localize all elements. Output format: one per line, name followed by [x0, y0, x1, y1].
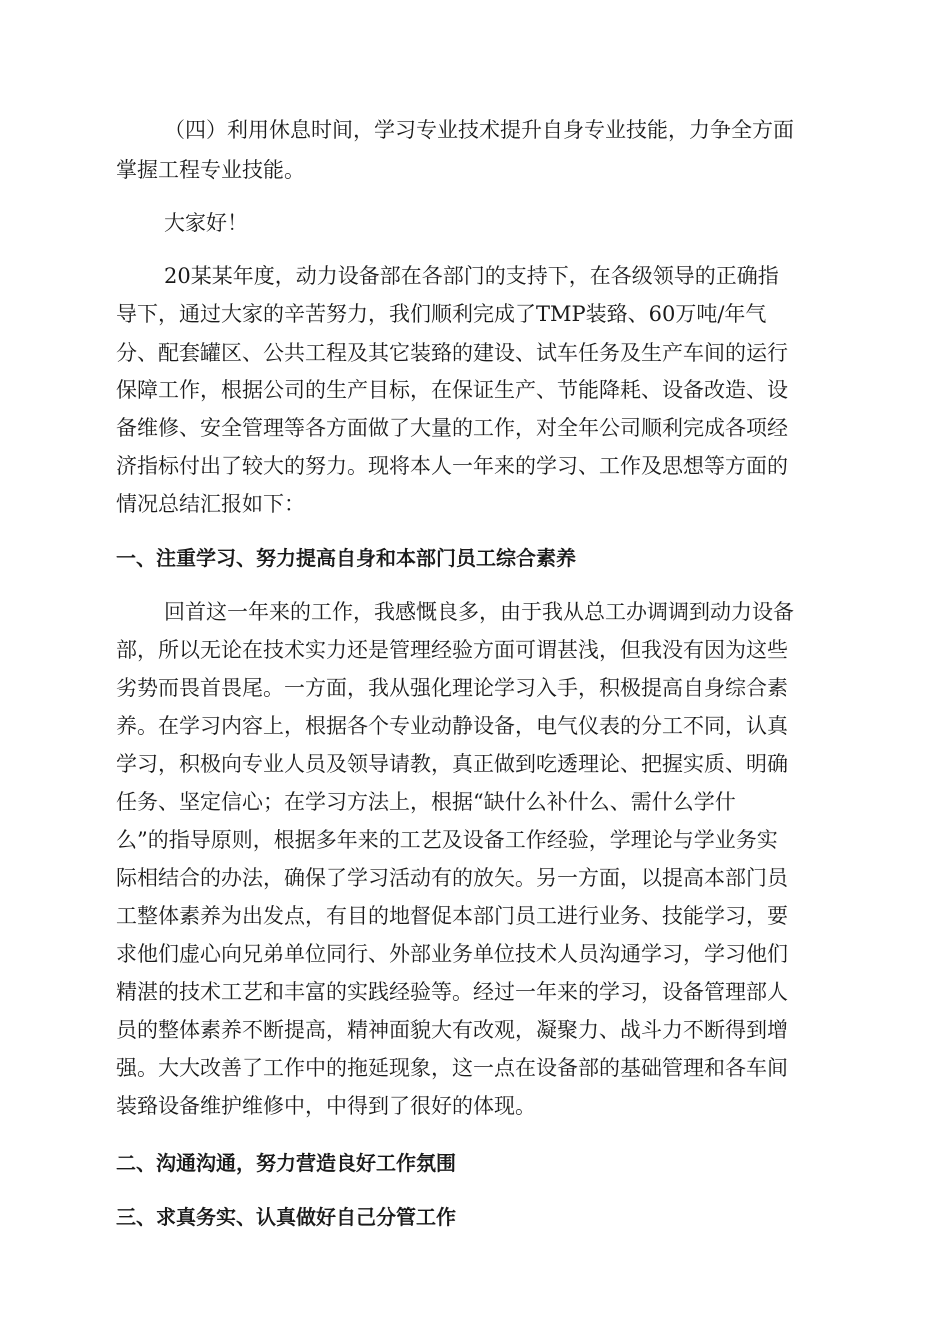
- paragraph-line: 求他们虚心向兄弟单位同行、外部业务单位技术人员沟通学习，学习他们: [116, 942, 788, 966]
- paragraph-line: 学习，积极向专业人员及领导请教，真正做到吃透理论、把握实质、明确: [116, 752, 788, 776]
- paragraph-line: 20某某年度，动力设备部在各部门的支持下，在各级领导的正确指: [164, 264, 779, 288]
- paragraph-line: （四）利用休息时间，学习专业技术提升自身专业技能，力争全方面: [164, 118, 794, 142]
- paragraph-line: 任务、坚定信心；在学习方法上，根据“缺什么补什么、需什么学什: [116, 790, 736, 814]
- section-heading: 一、注重学习、努力提高自身和本部门员工综合素养: [116, 546, 576, 570]
- paragraph-line: 际相结合的办法，确保了学习活动有的放矢。另一方面，以提高本部门员: [116, 866, 788, 890]
- paragraph-line: 备维修、安全管理等各方面做了大量的工作，对全年公司顺利完成各项经: [116, 416, 788, 440]
- paragraph-line: 保障工作，根据公司的生产目标，在保证生产、节能降耗、设备改造、设: [116, 378, 788, 402]
- paragraph-line: 分、配套罐区、公共工程及其它装臵的建设、试车任务及生产车间的运行: [116, 341, 788, 365]
- paragraph-line: 精湛的技术工艺和丰富的实践经验等。经过一年来的学习，设备管理部人: [116, 980, 788, 1004]
- paragraph-line: 济指标付出了较大的努力。现将本人一年来的学习、工作及思想等方面的: [116, 454, 788, 478]
- paragraph-line: 工整体素养为出发点，有目的地督促本部门员工进行业务、技能学习，要: [116, 904, 788, 928]
- paragraph-line: 导下，通过大家的辛苦努力，我们顺利完成了TMP装臵、60万吨/年气: [116, 302, 767, 326]
- paragraph-line: 部，所以无论在技术实力还是管理经验方面可谓甚浅，但我没有因为这些: [116, 638, 788, 662]
- section-heading: 二、沟通沟通，努力营造良好工作氛围: [116, 1151, 456, 1175]
- paragraph-line: 养。在学习内容上，根据各个专业动静设备，电气仪表的分工不同，认真: [116, 714, 788, 738]
- paragraph-line: 么”的指导原则，根据多年来的工艺及设备工作经验，学理论与学业务实: [116, 828, 778, 852]
- paragraph-line: 情况总结汇报如下：: [116, 492, 305, 516]
- paragraph-line: 装臵设备维护维修中，中得到了很好的体现。: [116, 1094, 536, 1118]
- paragraph-line: 掌握工程专业技能。: [116, 158, 305, 182]
- paragraph-line: 员的整体素养不断提高，精神面貌大有改观，凝聚力、战斗力不断得到增: [116, 1018, 788, 1042]
- section-heading: 三、求真务实、认真做好自己分管工作: [116, 1205, 456, 1229]
- greeting: 大家好！: [164, 211, 248, 235]
- paragraph-line: 劣势而畏首畏尾。一方面，我从强化理论学习入手，积极提高自身综合素: [116, 676, 788, 700]
- paragraph-line: 回首这一年来的工作，我感慨良多，由于我从总工办调调到动力设备: [164, 600, 794, 624]
- paragraph-line: 强。大大改善了工作中的拖延现象，这一点在设备部的基础管理和各车间: [116, 1056, 788, 1080]
